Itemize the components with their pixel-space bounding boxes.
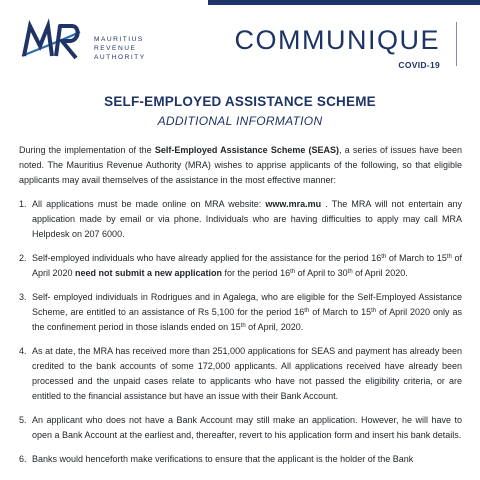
communique-heading: COMMUNIQUE [234, 25, 440, 55]
list-item-4 [19, 344, 462, 404]
list-item-6 [19, 452, 462, 467]
mra-website-text: www.mra.mu [265, 199, 322, 209]
list-number: 3. [19, 292, 27, 302]
document-subtitle: ADDITIONAL INFORMATION [157, 114, 323, 128]
list-number: 5. [19, 415, 27, 425]
list-item-3 [19, 290, 462, 335]
ordinal-suffix: th [446, 254, 452, 260]
list-number: 4. [19, 346, 27, 356]
header-divider [456, 22, 457, 66]
list-number: 2. [19, 253, 27, 263]
intro-text-2: , a series of issues have been noted. The Mauritius Revenue Authority (MRA) wishes to apprise applicants of the following, so that eligible applicants may avail themselves of the assistance in the most effective manner: [19, 145, 462, 185]
list-number: 1. [19, 199, 27, 209]
item-text: Banks would henceforth make verifications to ensure that the applicant is the holder of the Bank [32, 454, 414, 464]
item-text: of April, 2020. [245, 322, 304, 332]
list-item-2 [19, 251, 462, 281]
list-number: 6. [19, 454, 27, 464]
item-text: All applications must be made online on MRA website: [32, 199, 266, 209]
intro-bold-scheme-name: Self-Employed Assistance Scheme (SEAS) [154, 145, 340, 155]
document-body [19, 143, 462, 476]
information-list [19, 197, 462, 467]
mra-logo-mark [18, 12, 94, 68]
item-text: of March to 15 [386, 253, 447, 263]
logo-line-3: AUTHORITY [94, 54, 146, 61]
item-text: An applicant who does not have a Bank Account may still make an application. However, he will have to open a Bank Account at the earliest and, thereafter, revert to his application form and insert his bank details. [32, 415, 462, 440]
ordinal-suffix: th [240, 323, 246, 329]
item-text: . The MRA will not entertain any application made by email or via phone. Individuals who are having difficulties to apply may call MRA Helpdesk on 207 6000. [32, 199, 462, 239]
item-text: of April to 30 [295, 268, 348, 278]
ordinal-suffix: th [381, 254, 387, 260]
item-bold-text: need not submit a new application [75, 268, 223, 278]
item-text: of March to 15 [309, 307, 372, 317]
item-text: for the period 16 [222, 268, 291, 278]
item-text: of April 2020 [32, 253, 462, 278]
list-item-5 [19, 413, 462, 443]
covid-label: COVID-19 [398, 60, 440, 70]
document-title: SELF-EMPLOYED ASSISTANCE SCHEME [104, 94, 376, 109]
item-text: of April 2020. [352, 268, 408, 278]
header-top-bar [208, 0, 480, 5]
ordinal-suffix: th [347, 269, 353, 275]
item-text: Self-employed individuals who have already applied for the assistance for the period 16 [32, 253, 382, 263]
ordinal-suffix: th [290, 269, 296, 275]
item-text: of April 2020 only as the confinement period in those islands ended on 15 [32, 307, 463, 332]
logo-line-1: MAURITIUS [94, 36, 144, 43]
ordinal-suffix: th [304, 308, 310, 314]
intro-paragraph [19, 143, 462, 188]
logo-line-2: REVENUE [94, 45, 137, 52]
item-text: As at date, the MRA has received more than 251,000 applications for SEAS and payment has already been credited to the bank accounts of some 172,000 applicants. All applications received have already been processed and the unpaid cases relate to applicants who have not passed the eligibility criteria, or are entitled to the financial assistance but have an issue with their Bank Account. [32, 346, 462, 401]
logo-wordmark [94, 35, 146, 62]
list-item-1 [19, 197, 462, 242]
ordinal-suffix: th [371, 308, 377, 314]
intro-text-1: During the implementation of the [19, 145, 155, 155]
mra-logo [18, 12, 178, 68]
item-text: Self- employed individuals in Rodrigues and in Agalega, who are eligible for the Self-Employed Assistance Scheme, are entitled to an assistance of Rs 5,100 for the period 16 [32, 292, 462, 317]
